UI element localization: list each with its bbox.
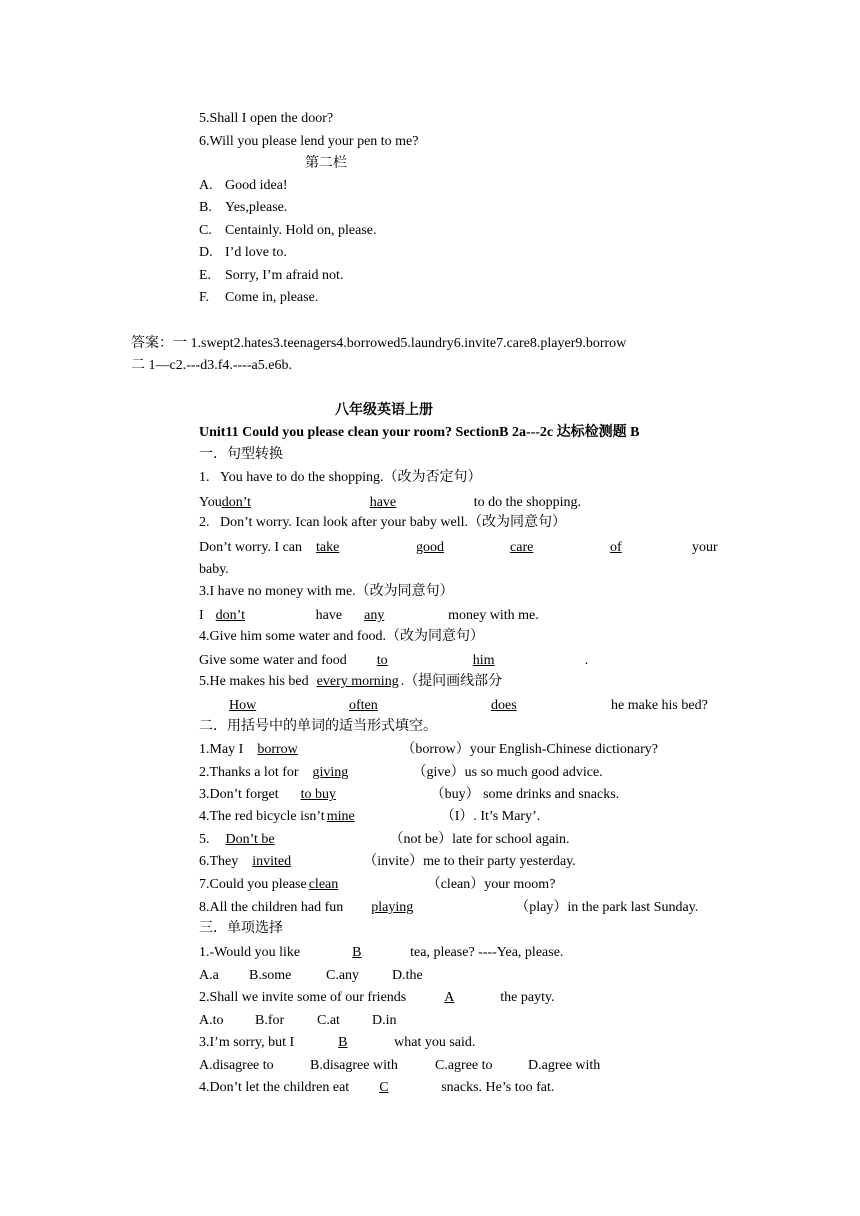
blank: don’t xyxy=(221,495,252,510)
unit-heading: Unit11 Could you please clean your room? SectionB 2a---2c 达标检测题 B xyxy=(199,425,640,440)
option-a: A. Good idea! xyxy=(199,178,288,193)
blank: giving xyxy=(312,765,349,780)
blank: take xyxy=(316,540,340,555)
blank: to buy xyxy=(300,787,336,802)
part1-question-3: 3.I have no money with me.（改为同意句） xyxy=(199,584,454,599)
part-2-title: 二．用括号中的单词的适当形式填空。 xyxy=(199,719,437,734)
part1-answer-5: How often does he make his bed? xyxy=(199,697,708,715)
part2-item-4: 4.The red bicycle isn’t mine （I）. It’s Mary’. xyxy=(199,809,541,824)
part1-question-5: 5.He makes his bed every morning .（提问画线部分 xyxy=(199,674,503,689)
blank: good xyxy=(416,540,445,555)
part1-answer-3: I don’t have any money with me. xyxy=(199,608,539,623)
part3-options-3: A.disagree to B.disagree with C.agree to D.agree with xyxy=(199,1058,601,1073)
grade-heading: 八年级英语上册 xyxy=(335,403,433,418)
question-5: 5.Shall I open the door? xyxy=(199,111,334,126)
blank: does xyxy=(491,698,517,713)
part3-question-2: 2.Shall we invite some of our friends A the payty. xyxy=(199,990,555,1005)
answer-line-2: 二 1—c2.---d3.f4.----a5.e6b. xyxy=(131,358,292,373)
part3-options-1: A.a B.some C.any D.the xyxy=(199,968,423,983)
part2-item-3: 3.Don’t forget to buy （buy） some drinks and snacks. xyxy=(199,787,620,802)
option-d: D. I’d love to. xyxy=(199,245,287,260)
blank: invited xyxy=(252,854,292,869)
blank: borrow xyxy=(257,742,298,757)
blank: How xyxy=(229,698,257,713)
question-6: 6.Will you please lend your pen to me? xyxy=(199,134,419,149)
part2-item-6: 6.They invited （invite）me to their party yesterday. xyxy=(199,854,576,869)
part3-options-2: A.to B.for C.at D.in xyxy=(199,1013,397,1028)
part1-question-4: 4.Give him some water and food.（改为同意句） xyxy=(199,629,485,644)
option-c: C. Centainly. Hold on, please. xyxy=(199,223,377,238)
blank: often xyxy=(349,698,378,713)
blank: A xyxy=(444,990,455,1005)
blank: of xyxy=(610,540,622,555)
option-f: F. Come in, please. xyxy=(199,290,319,305)
column-2-title: 第二栏 xyxy=(305,156,347,171)
part1-answer-1: Youdon’t have to do the shopping. xyxy=(199,495,582,510)
part1-answer-2: Don’t worry. I can take good care of your xyxy=(199,540,718,555)
blank: Don’t be xyxy=(225,832,275,847)
blank: don’t xyxy=(215,608,245,623)
part2-item-5: 5. Don’t be （not be）late for school again. xyxy=(199,832,570,847)
part1-question-2: 2. Don’t worry. Ican look after your baby well.（改为同意句） xyxy=(199,515,567,530)
part1-answer-2-wrap: baby. xyxy=(199,562,229,577)
part2-item-1: 1.May I borrow （borrow）your English-Chinese dictionary? xyxy=(199,742,658,757)
blank: C xyxy=(379,1080,389,1095)
blank: to xyxy=(376,653,388,668)
part3-question-1: 1.-Would you like B tea, please? ----Yea, please. xyxy=(199,945,564,960)
part2-item-7: 7.Could you please clean （clean）your moom? xyxy=(199,877,556,892)
part2-item-2: 2.Thanks a lot for giving （give）us so much good advice. xyxy=(199,765,603,780)
part1-answer-4: Give some water and food to him . xyxy=(199,653,589,668)
blank: clean xyxy=(308,877,339,892)
answer-line-1: 答案：一 1.swept2.hates3.teenagers4.borrowed5.laundry6.invite7.care8.player9.borrow xyxy=(131,336,627,351)
blank: B xyxy=(338,1035,348,1050)
blank: any xyxy=(364,608,385,623)
part3-question-4: 4.Don’t let the children eat C snacks. He’s too fat. xyxy=(199,1080,555,1095)
blank: care xyxy=(510,540,534,555)
blank: him xyxy=(472,653,495,668)
part-1-title: 一．句型转换 xyxy=(199,447,283,462)
blank: B xyxy=(352,945,362,960)
option-b: B. Yes,please. xyxy=(199,200,288,215)
underlined-phrase: every morning xyxy=(316,674,399,689)
blank: playing xyxy=(371,900,414,915)
part3-question-3: 3.I’m sorry, but I B what you said. xyxy=(199,1035,476,1050)
blank: have xyxy=(369,495,397,510)
option-e: E. Sorry, I’m afraid not. xyxy=(199,268,344,283)
part1-question-1: 1. You have to do the shopping.（改为否定句） xyxy=(199,470,482,485)
part2-item-8: 8.All the children had fun playing （play）in the park last Sunday. xyxy=(199,900,699,915)
blank: mine xyxy=(326,809,355,824)
part-3-title: 三．单项选择 xyxy=(199,921,283,936)
